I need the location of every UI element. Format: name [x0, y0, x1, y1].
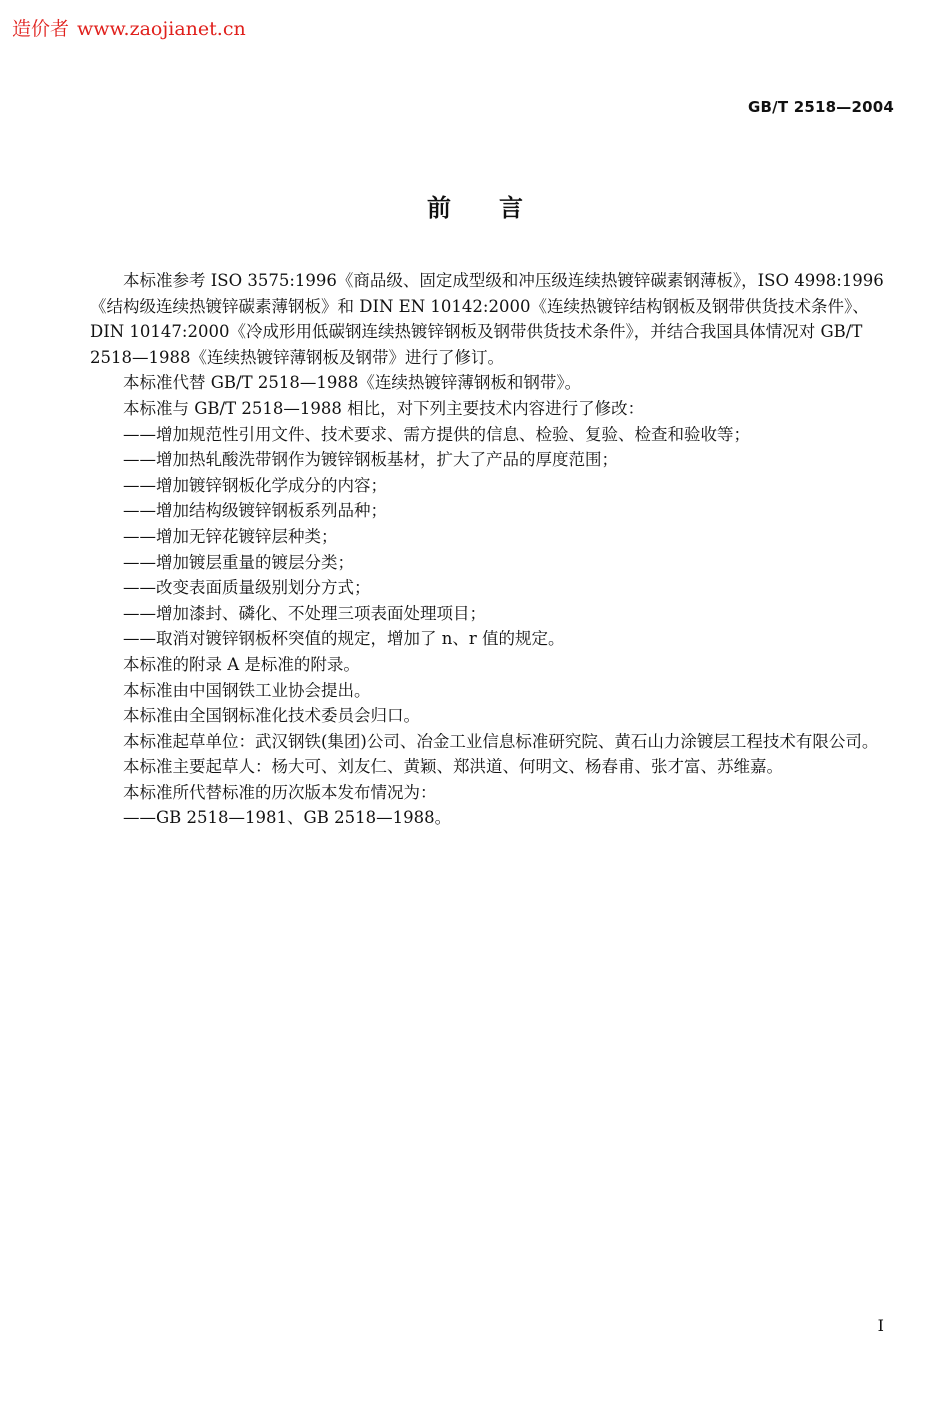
paragraph: 本标准参考 ISO 3575:1996《商品级、固定成型级和冲压级连续热镀锌碳素钢薄板》，ISO 4998:1996《结构级连续热镀锌碳素薄钢板》和 DIN EN 10142:2000《连续热镀锌结构钢板及钢带供货技术条件》、DIN 10147:2000《冷成形用低碳钢连续热镀锌钢板及钢带供货技术条件》，并结合我国具体情况对 GB/T 2518—1988《连续热镀锌薄钢板及钢带》进行了修订。: [90, 271, 884, 367]
list-item: ——改变表面质量级别划分方式；: [123, 578, 371, 598]
list-item: ——增加规范性引用文件、技术要求、需方提供的信息、检验、复验、检查和验收等；: [123, 424, 750, 444]
list-item: ——取消对镀锌钢板杯突值的规定，增加了 n、r 值的规定。: [123, 629, 565, 649]
paragraph: 本标准与 GB/T 2518—1988 相比，对下列主要技术内容进行了修改：: [123, 398, 645, 418]
list-item: ——增加结构级镀锌钢板系列品种；: [123, 501, 387, 521]
paragraph: 本标准起草单位：武汉钢铁(集团)公司、冶金工业信息标准研究院、黄石山力涂镀层工程技术有限公司。: [123, 731, 879, 751]
list-item: ——增加热轧酸洗带钢作为镀锌钢板基材，扩大了产品的厚度范围；: [123, 450, 618, 470]
foreword-body: [90, 268, 895, 831]
list-item: ——增加镀锌钢板化学成分的内容；: [123, 475, 387, 495]
paragraph: 本标准主要起草人：杨大可、刘友仁、黄颖、郑洪道、何明文、杨春甫、张才富、苏维嘉。: [123, 757, 783, 777]
paragraph: 本标准代替 GB/T 2518—1988《连续热镀锌薄钢板和钢带》。: [123, 373, 582, 393]
paragraph: 本标准由全国钢标准化技术委员会归口。: [123, 706, 420, 726]
list-item: ——增加无锌花镀锌层种类；: [123, 526, 338, 546]
paragraph: 本标准所代替标准的历次版本发布情况为：: [123, 782, 437, 802]
list-item: ——增加漆封、磷化、不处理三项表面处理项目；: [123, 603, 486, 623]
paragraph: ——GB 2518—1981、GB 2518—1988。: [123, 808, 452, 828]
watermark-name: 造价者: [12, 18, 70, 40]
watermark: [12, 14, 246, 41]
page-number: I: [877, 1316, 884, 1335]
standard-number: GB/T 2518—2004: [748, 98, 894, 116]
paragraph: 本标准的附录 A 是标准的附录。: [123, 654, 360, 674]
list-item: ——增加镀层重量的镀层分类；: [123, 552, 354, 572]
page-title: 前言: [427, 194, 571, 222]
paragraph: 本标准由中国钢铁工业协会提出。: [123, 680, 371, 700]
watermark-url: www.zaojianet.cn: [77, 18, 246, 40]
